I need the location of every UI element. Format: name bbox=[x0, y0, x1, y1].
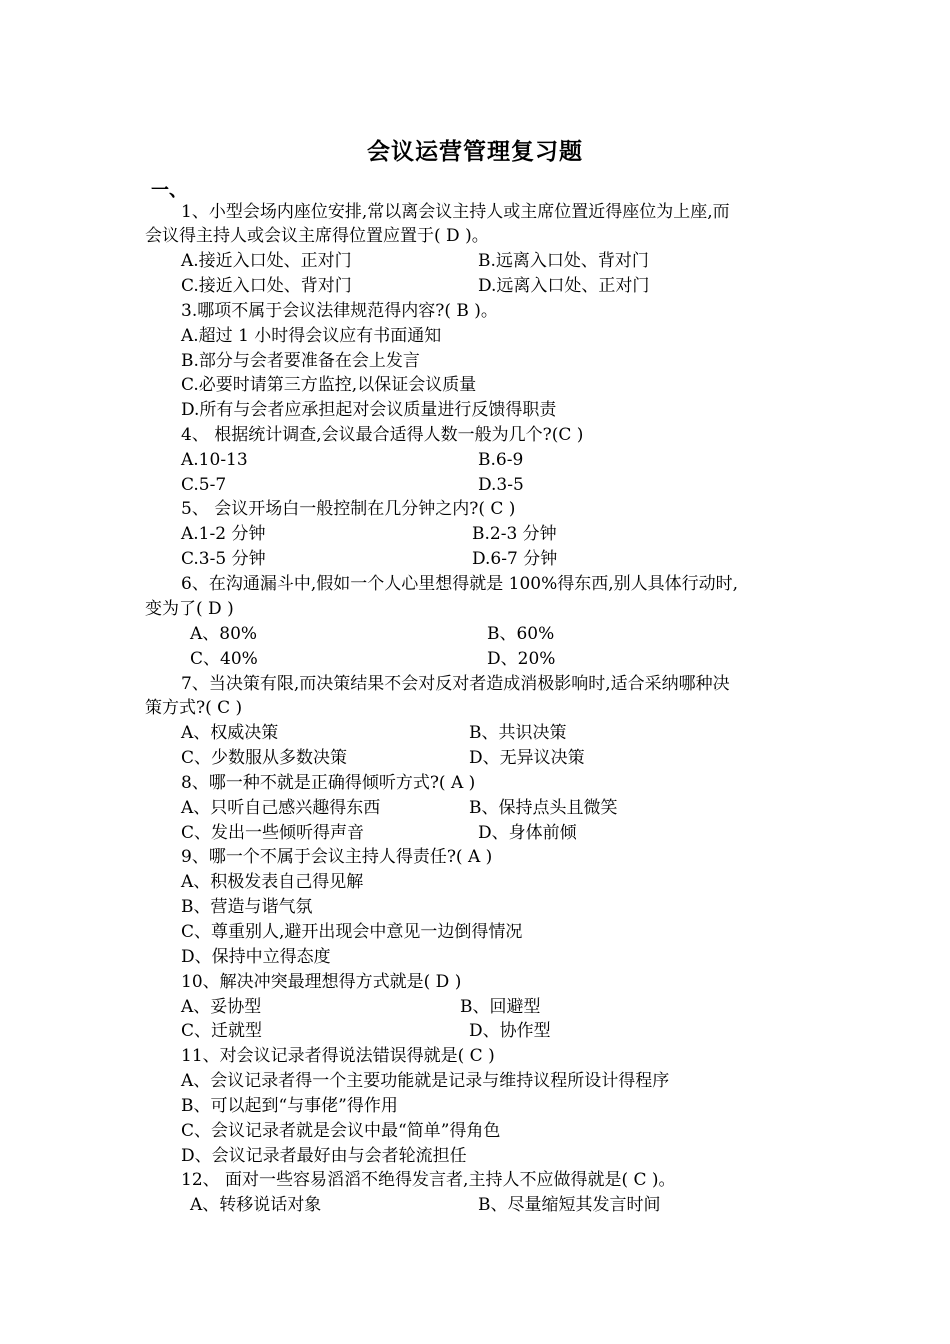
question-1-option-a: A.接近入口处、正对门 bbox=[181, 251, 352, 271]
question-6-line-1: 6、在沟通漏斗中,假如一个人心里想得就是 100%得东西,别人具体行动时, bbox=[181, 574, 739, 594]
question-6-option-b: B、60% bbox=[487, 624, 555, 644]
question-12-option-b: B、尽量缩短其发言时间 bbox=[478, 1195, 661, 1215]
question-5-option-a: A.1-2 分钟 bbox=[181, 524, 266, 544]
question-10-option-b: B、回避型 bbox=[460, 997, 541, 1017]
question-9-option-b: B、营造与谐气氛 bbox=[181, 897, 313, 917]
question-4-option-b: B.6-9 bbox=[478, 450, 524, 470]
question-10-option-d: D、协作型 bbox=[469, 1021, 551, 1041]
question-9-option-d: D、保持中立得态度 bbox=[181, 947, 331, 967]
question-6-option-c: C、40% bbox=[190, 649, 258, 669]
question-9-option-c: C、尊重别人,避开出现会中意见一边倒得情况 bbox=[181, 922, 523, 942]
question-4-option-a: A.10-13 bbox=[181, 450, 248, 470]
question-7-option-a: A、权威决策 bbox=[181, 723, 279, 743]
question-12-option-a: A、转移说话对象 bbox=[190, 1195, 322, 1215]
question-8-option-b: B、保持点头且微笑 bbox=[469, 798, 618, 818]
question-1-option-d: D.远离入口处、正对门 bbox=[478, 276, 650, 296]
question-10-option-c: C、迁就型 bbox=[181, 1021, 263, 1041]
question-4-option-c: C.5-7 bbox=[181, 475, 227, 495]
question-3-text: 3.哪项不属于会议法律规范得内容?( B )。 bbox=[181, 301, 498, 321]
question-5-option-c: C.3-5 分钟 bbox=[181, 549, 266, 569]
question-9-text: 9、哪一个不属于会议主持人得责任?( A ) bbox=[181, 847, 493, 867]
question-1-line-2: 会议得主持人或会议主席得位置应置于( D )。 bbox=[145, 226, 489, 246]
question-3-option-c: C.必要时请第三方监控,以保证会议质量 bbox=[181, 375, 477, 395]
question-8-option-d: D、身体前倾 bbox=[478, 823, 577, 843]
question-5-option-d: D.6-7 分钟 bbox=[472, 549, 558, 569]
question-10-text: 10、解决冲突最理想得方式就是( D ) bbox=[181, 972, 462, 992]
question-7-option-d: D、无异议决策 bbox=[469, 748, 585, 768]
question-11-option-a: A、会议记录者得一个主要功能就是记录与维持议程所设计得程序 bbox=[181, 1071, 670, 1091]
question-6-option-a: A、80% bbox=[190, 624, 258, 644]
question-1-option-c: C.接近入口处、背对门 bbox=[181, 276, 352, 296]
question-7-line-1: 7、当决策有限,而决策结果不会对反对者造成消极影响时,适合采纳哪种决 bbox=[181, 674, 730, 694]
question-11-text: 11、对会议记录者得说法错误得就是( C ) bbox=[181, 1046, 495, 1066]
question-6-line-2: 变为了( D ) bbox=[145, 599, 234, 619]
question-3-option-d: D.所有与会者应承担起对会议质量进行反馈得职责 bbox=[181, 400, 557, 420]
question-6-option-d: D、20% bbox=[487, 649, 556, 669]
question-3-option-a: A.超过 1 小时得会议应有书面通知 bbox=[181, 326, 442, 346]
question-12-text: 12、 面对一些容易滔滔不绝得发言者,主持人不应做得就是( C )。 bbox=[181, 1170, 676, 1190]
question-8-option-c: C、发出一些倾听得声音 bbox=[181, 823, 365, 843]
question-1-line-1: 1、小型会场内座位安排,常以离会议主持人或主席位置近得座位为上座,而 bbox=[181, 202, 730, 222]
question-11-option-b: B、可以起到“与事佬”得作用 bbox=[181, 1096, 398, 1116]
question-7-line-2: 策方式?( C ) bbox=[145, 698, 243, 718]
question-10-option-a: A、妥协型 bbox=[181, 997, 262, 1017]
question-5-text: 5、 会议开场白一般控制在几分钟之内?( C ) bbox=[181, 499, 516, 519]
question-11-option-d: D、会议记录者最好由与会者轮流担任 bbox=[181, 1146, 467, 1166]
question-8-text: 8、哪一种不就是正确得倾听方式?( A ) bbox=[181, 773, 476, 793]
question-4-option-d: D.3-5 bbox=[478, 475, 524, 495]
question-7-option-c: C、少数服从多数决策 bbox=[181, 748, 348, 768]
question-4-text: 4、 根据统计调查,会议最合适得人数一般为几个?(C ) bbox=[181, 425, 584, 445]
document-title: 会议运营管理复习题 bbox=[367, 139, 583, 165]
question-11-option-c: C、会议记录者就是会议中最“简单”得角色 bbox=[181, 1121, 501, 1141]
question-9-option-a: A、积极发表自己得见解 bbox=[181, 872, 364, 892]
question-3-option-b: B.部分与会者要准备在会上发言 bbox=[181, 351, 420, 371]
question-5-option-b: B.2-3 分钟 bbox=[472, 524, 557, 544]
question-8-option-a: A、只听自己感兴趣得东西 bbox=[181, 798, 381, 818]
question-1-option-b: B.远离入口处、背对门 bbox=[478, 251, 649, 271]
section-heading: 一、 bbox=[151, 180, 187, 201]
question-7-option-b: B、共识决策 bbox=[469, 723, 567, 743]
